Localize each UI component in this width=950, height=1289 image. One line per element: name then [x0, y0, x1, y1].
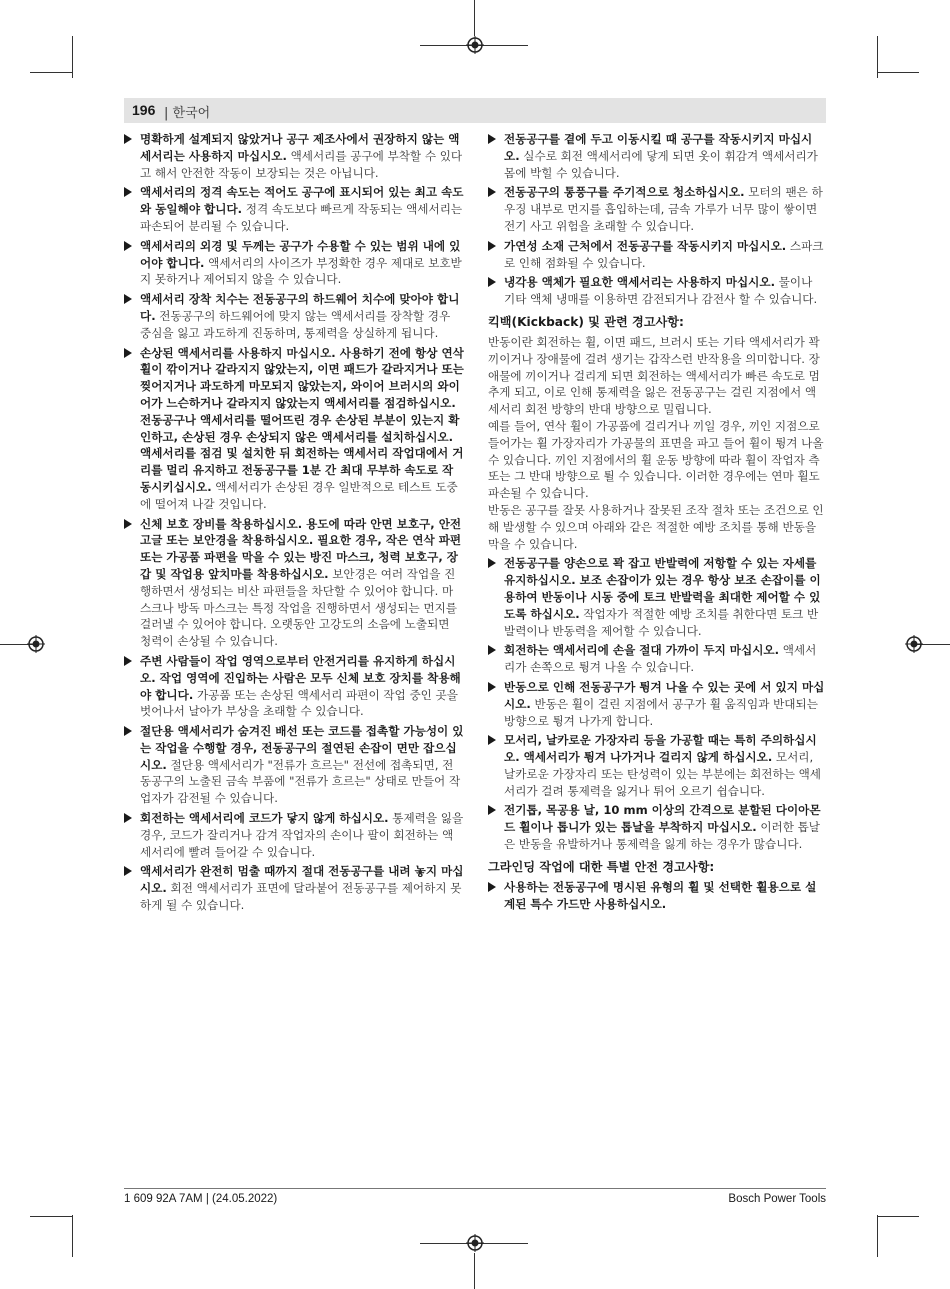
warning-bold-text: 손상된 액세서리를 사용하지 마십시오. 사용하기 전에 항상 연삭 휠이 깎이거나 갈라지지 않았는지, 이면 패드가 갈라지거나 또는 찢어지거나 과도하게 마모되지 않았는지, 와이어 브러시의 와이어가 느슨하거나 갈라지지 않았는지 액세서리를 점검하십시오. 전동공구나 액세서리를 떨어뜨린 경우 손상된 부분이 있는지 확인하고, 손상된 경우 손상되지 않은 액세서리를 설치하십시오. 액세서리를 점검 및 설치한 뒤 회전하는 액세서리 작업대에서 거리를 멀리 유지하고 전동공구를 1분 간 최대 무부하 속도로 작동시키십시오. — [140, 345, 464, 494]
grinding-list — [488, 879, 826, 913]
warning-item — [488, 802, 826, 852]
warning-item — [488, 642, 826, 676]
warning-item — [488, 679, 826, 729]
warning-bold-text: 반동으로 인해 전동공구가 튕겨 나올 수 있는 곳에 서 있지 마십시오. — [504, 679, 825, 711]
left-column — [124, 131, 464, 917]
page-number: 196 — [132, 102, 156, 118]
crop-mark — [474, 1253, 475, 1289]
right-top-list — [488, 131, 826, 308]
crop-mark — [877, 72, 919, 73]
warning-bold-text: 전동공구를 곁에 두고 이동시킬 때 공구를 작동시키지 마십시오. — [504, 132, 813, 163]
warning-bold-text: 회전하는 액세서리에 코드가 닿지 않게 하십시오. — [140, 811, 389, 826]
bullet-triangle-icon — [488, 645, 496, 655]
footer-doc-id: 1 609 92A 7AM | (24.05.2022) — [124, 1193, 278, 1205]
warning-bold-text: 액세서리의 외경 및 두께는 공구가 수용할 수 있는 범위 내에 있어야 합니다. — [140, 238, 461, 270]
registration-mark-icon — [466, 36, 484, 54]
warning-detail-text: 가공품 또는 손상된 액세서리 파편이 작업 중인 곳을 벗어나서 날아가 부상을 초래할 수 있습니다. — [140, 687, 458, 719]
bullet-triangle-icon — [124, 348, 132, 358]
kickback-heading: 킥백(Kickback) 및 관련 경고사항: — [488, 314, 684, 329]
page-header-bar — [124, 98, 826, 123]
warning-detail-text: 액세서리가 손상된 경우 일반적으로 테스트 도중에 떨어져 나갈 것입니다. — [140, 479, 458, 511]
bullet-triangle-icon — [124, 241, 132, 251]
warning-detail-text: 회전 액세서리가 표면에 달라붙어 전동공구를 제어하지 못하게 될 수 있습니다. — [140, 881, 462, 913]
bullet-triangle-icon — [124, 134, 132, 144]
warning-detail-text: 전동공구의 하드웨어에 맞지 않는 액세서리를 장착할 경우 중심을 잃고 과도하게 진동하며, 통제력을 상실하게 됩니다. — [140, 308, 451, 340]
bullet-triangle-icon — [124, 187, 132, 197]
warning-item — [124, 291, 464, 341]
warning-item — [488, 732, 826, 799]
warning-bold-text: 회전하는 액세서리에 손을 절대 가까이 두지 마십시오. — [504, 643, 780, 658]
page-language: | 한국어 — [164, 106, 211, 121]
bullet-triangle-icon — [488, 134, 496, 144]
registration-mark-icon — [27, 635, 45, 653]
bullet-triangle-icon — [488, 682, 496, 692]
bullet-triangle-icon — [488, 882, 496, 892]
warning-bold-text: 명확하게 설계되지 않았거나 공구 제조사에서 권장하지 않는 액세서리는 사용하지 마십시오. — [140, 132, 460, 163]
warning-item — [488, 274, 826, 308]
warning-bold-text: 액세서리가 완전히 멈출 때까지 절대 전동공구를 내려 놓지 마십시오. — [140, 864, 464, 896]
kickback-paragraph: 반동이란 회전하는 휠, 이면 패드, 브러시 또는 기타 액세서리가 꽉 끼이거나 장애물에 걸려 생기는 갑작스런 반작용을 의미합니다. 장애물에 끼이거나 걸리게 되면 회전하는 액세서리가 빠른 속도로 멈추게 되고, 이로 인해 통제력을 잃은 전동공구는 걸린 지점에서 액세서리 회전 방향의 반대 방향으로 밀립니다. — [488, 334, 820, 417]
warning-detail-text: 정격 속도보다 빠르게 작동되는 액세서리는 파손되어 분리될 수 있습니다. — [140, 202, 463, 233]
warning-item — [124, 863, 464, 913]
bullet-triangle-icon — [488, 805, 496, 815]
warning-detail-text: 모터의 팬은 하우징 내부로 먼지를 흡입하는데, 금속 가루가 너무 많이 쌓이면 전기 사고 위험을 초래할 수 있습니다. — [504, 185, 823, 233]
warning-detail-text: 이러한 톱날은 반동을 유발하거나 통제력을 잃게 하는 경우가 많습니다. — [504, 820, 820, 852]
warning-detail-text: 통제력을 잃을 경우, 코드가 잘리거나 감겨 작업자의 손이나 팔이 회전하는 액세서리에 빨려 들어갈 수 있습니다. — [140, 811, 464, 859]
warning-bold-text: 액세서리 장착 치수는 전동공구의 하드웨어 치수에 맞아야 합니다. — [140, 292, 460, 323]
warning-item — [124, 810, 464, 860]
warning-detail-text: 물이나 기타 액체 냉매를 이용하면 감전되거나 감전사 할 수 있습니다. — [504, 275, 818, 307]
footer-rule — [124, 1188, 826, 1189]
warning-detail-text: 모서리, 날카로운 가장자리 또는 탄성력이 있는 부분에는 회전하는 액세서리가 걸려 통제력을 잃거나 튀어 오르기 쉽습니다. — [504, 750, 821, 798]
warning-bold-text: 전기톱, 목공용 날, 10 mm 이상의 간격으로 분할된 다이아몬드 휠이나 톱니가 있는 톱날을 부착하지 마십시오. — [504, 803, 821, 835]
warning-item — [124, 723, 464, 807]
grinding-heading: 그라인딩 작업에 대한 특별 안전 경고사항: — [488, 859, 715, 874]
warning-item — [124, 184, 464, 234]
warning-item — [488, 879, 826, 913]
warning-detail-text: 작업자가 적절한 예방 조치를 취한다면 토크 반발력이나 반동력을 제어할 수 있습니다. — [504, 606, 819, 638]
bullet-triangle-icon — [124, 519, 132, 529]
warning-detail-text: 절단용 액세서리가 "전류가 흐르는" 전선에 접촉되면, 전동공구의 노출된 금속 부품에 "전류가 흐르는" 상태로 만들어 작업자가 감전될 수 있습니다. — [140, 757, 461, 806]
crop-mark — [72, 36, 73, 78]
warning-bold-text: 냉각용 액체가 필요한 액세서리는 사용하지 마십시오. — [504, 275, 775, 290]
registration-mark-icon — [466, 1234, 484, 1252]
crop-mark — [877, 1216, 919, 1217]
crop-mark — [877, 1215, 878, 1257]
kickback-list — [488, 555, 826, 853]
warning-item — [124, 516, 464, 650]
footer-brand: Bosch Power Tools — [728, 1193, 826, 1205]
warning-item — [488, 184, 826, 234]
crop-mark — [474, 0, 475, 36]
warning-bold-text: 주변 사람들이 작업 영역으로부터 안전거리를 유지하게 하십시오. 작업 영역에 진입하는 사람은 모두 신체 보호 장치를 착용해야 합니다. — [140, 653, 461, 702]
warning-item — [488, 238, 826, 272]
warning-item — [488, 555, 826, 639]
warning-detail-text: 실수로 회전 액세서리에 닿게 되면 옷이 휘감겨 액세서리가 몸에 박힐 수 있습니다. — [504, 148, 818, 180]
warning-bold-text: 액세서리의 정격 속도는 적어도 공구에 표시되어 있는 최고 속도와 동일해야 합니다. — [140, 185, 464, 217]
bullet-triangle-icon — [488, 241, 496, 251]
bullet-triangle-icon — [124, 656, 132, 666]
registration-mark-icon — [905, 635, 923, 653]
bullet-triangle-icon — [488, 277, 496, 287]
crop-mark — [30, 1216, 72, 1217]
warning-bold-text: 전동공구를 양손으로 꽉 잡고 반발력에 저항할 수 있는 자세를 유지하십시오. 보조 손잡이가 있는 경우 항상 보조 손잡이를 이용하여 반동이나 시동 중에 토크 반발력을 최대한 제어할 수 있도록 하십시오. — [504, 556, 821, 621]
bullet-triangle-icon — [488, 558, 496, 568]
warning-item — [124, 653, 464, 720]
warning-bold-text: 사용하는 전동공구에 명시된 유형의 휠 및 선택한 휠용으로 설계된 특수 가드만 사용하십시오. — [504, 879, 817, 911]
bullet-triangle-icon — [124, 866, 132, 876]
crop-mark — [30, 72, 72, 73]
warning-detail-text: 액세서리가 손쪽으로 튕겨 나올 수 있습니다. — [504, 643, 817, 675]
crop-mark — [72, 1215, 73, 1257]
right-column — [488, 131, 826, 915]
kickback-paragraph: 반동은 공구를 잘못 사용하거나 잘못된 조작 절차 또는 조건으로 인해 발생할 수 있으며 아래와 같은 적절한 예방 조치를 통해 반동을 막을 수 있습니다. — [488, 502, 824, 551]
bullet-triangle-icon — [488, 735, 496, 745]
warning-item — [124, 131, 464, 181]
warning-bold-text: 신체 보호 장비를 착용하십시오. 용도에 따라 안면 보호구, 안전 고글 또는 보안경을 착용하십시오. 필요한 경우, 작은 연삭 파편 또는 가공품 파편을 막을 수 있는 방진 마스크, 청력 보호구, 장갑 및 작업용 앞치마를 착용하십시오. — [140, 516, 462, 581]
warning-bold-text: 전동공구의 통풍구를 주기적으로 청소하십시오. — [504, 185, 745, 200]
warning-item — [124, 345, 464, 513]
warning-item — [124, 238, 464, 288]
bullet-triangle-icon — [124, 813, 132, 823]
warning-detail-text: 스파크로 인해 점화될 수 있습니다. — [504, 238, 824, 270]
bullet-triangle-icon — [488, 187, 496, 197]
kickback-paragraph: 예를 들어, 연삭 휠이 가공품에 걸리거나 끼일 경우, 끼인 지점으로 들어가는 휠 가장자리가 가공물의 표면을 파고 들어 휠이 튕겨 나올 수 있습니다. 끼인 지점에서의 휠 운동 방향에 따라 휠이 작업자 측 또는 그 반대 방향으로 튈 수 있습니다. 이러한 경우에는 연마 휠도 파손될 수 있습니다. — [488, 418, 824, 501]
warning-detail-text: 보안경은 여러 작업을 진행하면서 생성되는 비산 파편들을 차단할 수 있어야 합니다. 마스크나 방독 마스크는 특정 작업을 진행하면서 생성되는 먼지를 걸러낼 수 있어야 합니다. 오랫동안 고강도의 소음에 노출되면 청력이 손상될 수 있습니다. — [140, 566, 457, 649]
warning-bold-text: 절단용 액세서리가 숨겨진 배선 또는 코드를 접촉할 가능성이 있는 작업을 수행할 경우, 전동공구의 절연된 손잡이 면만 잡으십시오. — [140, 724, 464, 772]
warning-bold-text: 모서리, 날카로운 가장자리 등을 가공할 때는 특히 주의하십시오. 액세서리가 튕겨 나가거나 걸리지 않게 하십시오. — [504, 733, 817, 765]
warning-bold-text: 가연성 소재 근처에서 전동공구를 작동시키지 마십시오. — [504, 238, 787, 253]
warning-detail-text: 액세서리의 사이즈가 부정확한 경우 제대로 보호받지 못하거나 제어되지 않을 수 있습니다. — [140, 255, 462, 287]
bullet-triangle-icon — [124, 294, 132, 304]
warning-item — [488, 131, 826, 181]
warning-detail-text: 액세서리를 공구에 부착할 수 있다고 해서 안전한 작동이 보장되는 것은 아닙니다. — [140, 148, 463, 180]
bullet-triangle-icon — [124, 726, 132, 736]
warning-detail-text: 반동은 휠이 걸린 지점에서 공구가 휠 움직임과 반대되는 방향으로 튕겨 나가게 합니다. — [504, 696, 818, 728]
